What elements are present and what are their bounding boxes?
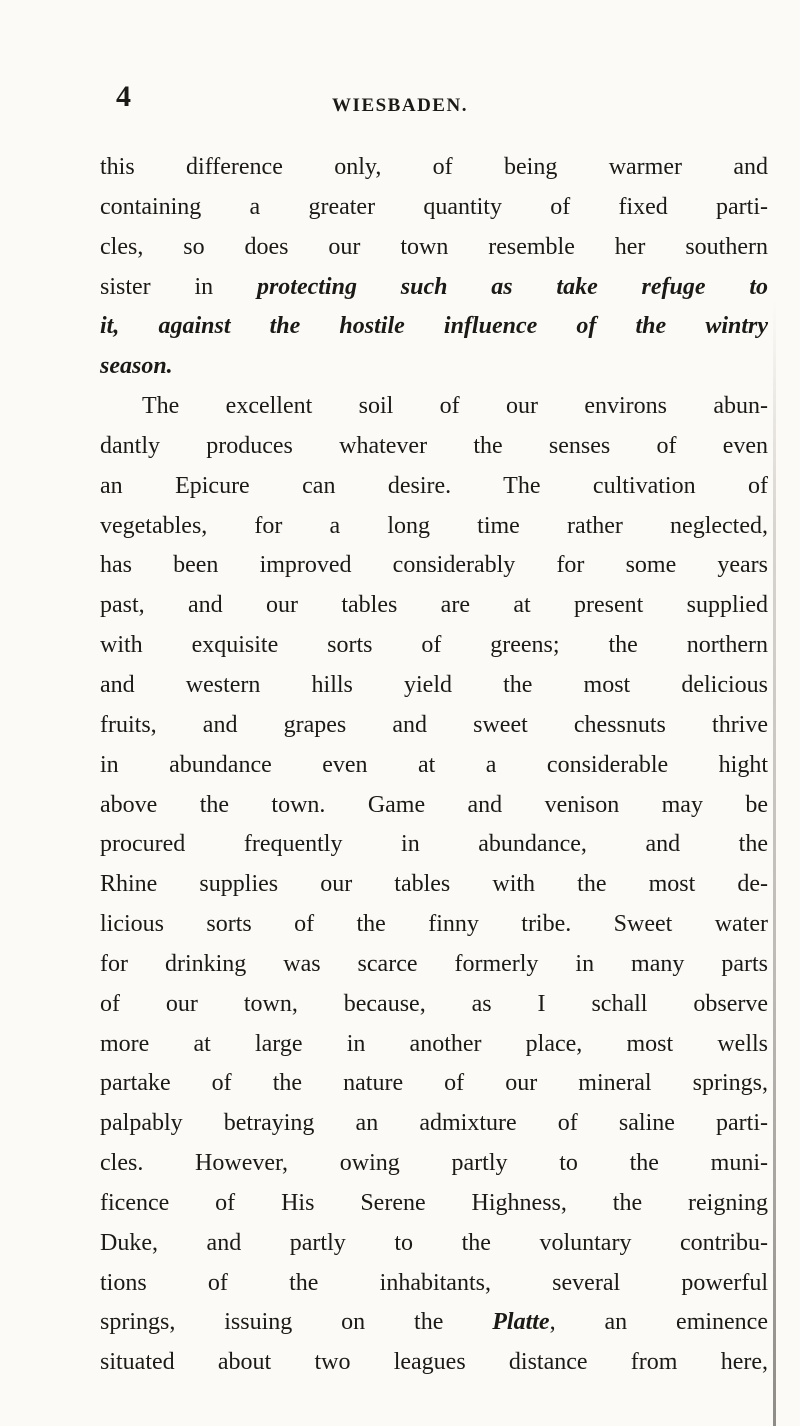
line-text: ficence of His Serene Highness, the reigning [100, 1189, 768, 1216]
text-line [100, 1104, 768, 1144]
text-line [100, 188, 768, 228]
line-text: for drinking was scarce formerly in many parts [100, 950, 768, 977]
text-line [100, 1264, 768, 1304]
text-line [100, 387, 768, 427]
line-text: situated about two leagues distance from here, [100, 1349, 768, 1376]
line-italic-text: season. [100, 353, 173, 380]
line-italic-text: protecting such as take refuge to [256, 273, 769, 300]
line-text: past, and our tables are at present supplied [100, 592, 768, 619]
text-line [100, 626, 768, 666]
text-line [100, 427, 768, 467]
line-text: palpably betraying an admixture of saline parti- [100, 1110, 768, 1137]
line-text: an Epicure can desire. The cultivation of [100, 472, 768, 499]
line-text: Duke, and partly to the voluntary contribu- [100, 1229, 768, 1256]
line-text: fruits, and grapes and sweet chessnuts thrive [100, 711, 768, 738]
text-line [100, 1184, 768, 1224]
line-text: springs, issuing on the [100, 1309, 493, 1336]
text-line [100, 268, 768, 308]
text-line [100, 825, 768, 865]
line-text: vegetables, for a long time rather neglected, [100, 512, 768, 539]
text-line [100, 307, 768, 347]
text-line [100, 1343, 768, 1383]
page-header [0, 82, 800, 122]
text-line [100, 865, 768, 905]
line-text: this difference only, of being warmer and [100, 154, 768, 180]
text-line [100, 945, 768, 985]
line-text: , an eminence [549, 1309, 768, 1336]
body-text [100, 148, 768, 1383]
line-italic-text: it, against the hostile influence of the wintry [100, 313, 768, 340]
text-line [100, 1224, 768, 1264]
line-text: sister in [100, 273, 257, 300]
line-text: procured frequently in abundance, and the [100, 831, 768, 858]
line-text: tions of the inhabitants, several powerful [100, 1269, 768, 1296]
text-line [100, 706, 768, 746]
text-line [100, 1025, 768, 1065]
text-line [100, 228, 768, 268]
page-number: 4 [116, 80, 131, 113]
text-line [100, 507, 768, 547]
line-text: cles. However, owing partly to the muni- [100, 1150, 768, 1177]
text-line [100, 148, 768, 188]
page-edge-shadow [773, 300, 776, 1426]
line-text: cles, so does our town resemble her southern [100, 233, 768, 260]
running-head: WIESBADEN. [332, 95, 468, 116]
text-line [100, 1144, 768, 1184]
line-text: more at large in another place, most wells [100, 1030, 768, 1057]
text-line [100, 746, 768, 786]
line-text: has been improved considerably for some years [100, 552, 768, 579]
text-line [100, 586, 768, 626]
text-line [100, 1303, 768, 1343]
line-text: Rhine supplies our tables with the most de- [100, 871, 768, 898]
text-line [100, 467, 768, 507]
text-line [100, 666, 768, 706]
line-text: partake of the nature of our mineral springs, [100, 1070, 768, 1097]
line-text: with exquisite sorts of greens; the northern [100, 632, 768, 659]
line-italic-text: Platte [492, 1309, 550, 1336]
text-line [100, 546, 768, 586]
text-line [100, 1064, 768, 1104]
line-text: above the town. Game and venison may be [100, 791, 768, 818]
text-line [100, 985, 768, 1025]
text-line [100, 347, 768, 387]
line-text: The excellent soil of our environs abun- [142, 393, 768, 420]
line-text: containing a greater quantity of fixed parti- [100, 193, 768, 220]
text-line [100, 905, 768, 945]
line-text: and western hills yield the most delicious [100, 671, 768, 698]
line-text: licious sorts of the finny tribe. Sweet water [100, 911, 768, 938]
line-text: of our town, because, as I schall observe [100, 990, 768, 1017]
text-line [100, 786, 768, 826]
line-text: dantly produces whatever the senses of even [100, 432, 768, 459]
line-text: in abundance even at a considerable hight [100, 751, 768, 778]
